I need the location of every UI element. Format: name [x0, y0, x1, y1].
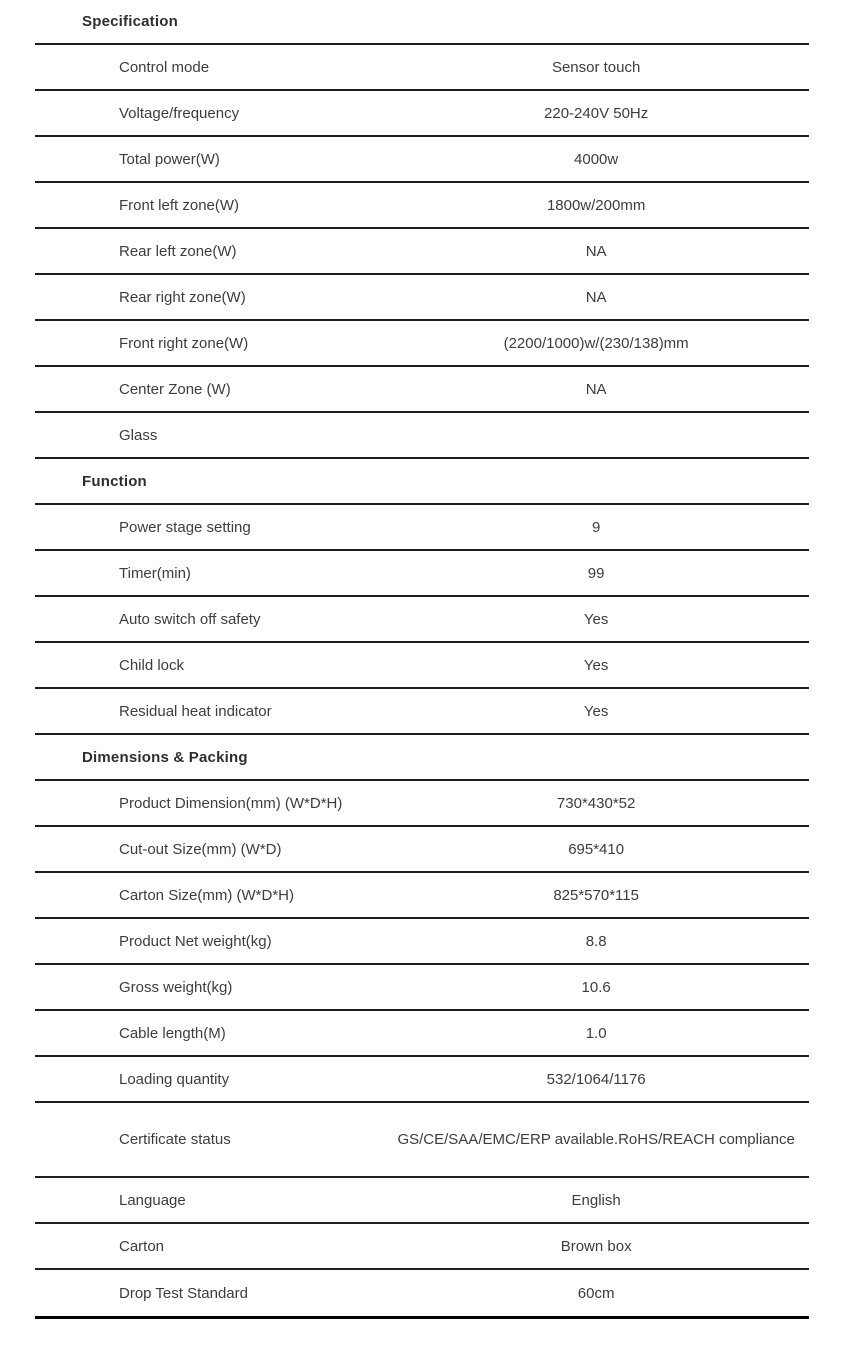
section-title: Specification — [82, 13, 178, 30]
row-value: Yes — [583, 656, 609, 674]
table-row — [35, 597, 809, 643]
row-label: Loading quantity — [119, 1070, 230, 1088]
row-value: 730*430*52 — [556, 794, 636, 812]
table-row — [35, 91, 809, 137]
row-value: Brown box — [560, 1237, 632, 1255]
row-label: Gross weight(kg) — [119, 978, 233, 996]
row-label: Center Zone (W) — [119, 380, 231, 398]
table-row — [35, 919, 809, 965]
row-value: 60cm — [577, 1284, 615, 1302]
row-value: Sensor touch — [551, 58, 641, 76]
row-value: 220-240V 50Hz — [544, 104, 649, 122]
table-row — [35, 413, 809, 459]
row-label: Cut-out Size(mm) (W*D) — [119, 840, 282, 858]
table-row-certificate-status — [35, 1103, 809, 1178]
row-value: NA — [585, 288, 607, 306]
row-label: Front left zone(W) — [119, 196, 240, 214]
table-row — [35, 137, 809, 183]
row-value: Yes — [583, 610, 609, 628]
row-label: Power stage setting — [119, 518, 251, 536]
row-label: Glass — [119, 426, 158, 444]
row-label: Product Net weight(kg) — [119, 932, 272, 950]
row-label: Carton Size(mm) (W*D*H) — [119, 886, 295, 904]
table-row — [35, 689, 809, 735]
row-label: Rear left zone(W) — [119, 242, 237, 260]
row-value: Yes — [583, 702, 609, 720]
row-value: NA — [585, 242, 607, 260]
table-row — [35, 827, 809, 873]
row-label: Control mode — [119, 58, 210, 76]
section-title: Function — [82, 472, 147, 490]
table-row — [35, 183, 809, 229]
row-label: Drop Test Standard — [119, 1284, 248, 1302]
table-row — [35, 321, 809, 367]
row-label: Voltage/frequency — [119, 104, 240, 122]
row-label: Language — [119, 1191, 186, 1209]
table-row — [35, 965, 809, 1011]
table-row — [35, 275, 809, 321]
specification-table — [35, 0, 809, 1319]
table-row — [35, 1178, 809, 1224]
row-value: 8.8 — [585, 932, 607, 950]
row-value: 10.6 — [581, 978, 611, 996]
row-label: Carton — [119, 1237, 165, 1255]
section-header-function — [35, 459, 809, 505]
table-row — [35, 781, 809, 827]
row-value: 695*410 — [568, 840, 625, 858]
row-label: Auto switch off safety — [119, 610, 261, 628]
row-value: English — [571, 1191, 621, 1209]
row-label: Front right zone(W) — [119, 334, 249, 352]
row-label: Product Dimension(mm) (W*D*H) — [119, 794, 343, 812]
row-value: GS/CE/SAA/EMC/ERP available.RoHS/REACH compliance — [397, 1131, 795, 1148]
row-value: (2200/1000)w/(230/138)mm — [503, 334, 689, 352]
row-label: Rear right zone(W) — [119, 288, 246, 306]
row-label: Timer(min) — [119, 564, 191, 582]
row-label: Certificate status — [119, 1131, 231, 1148]
table-row — [35, 873, 809, 919]
table-row — [35, 505, 809, 551]
row-value: 99 — [587, 564, 605, 582]
table-row — [35, 229, 809, 275]
table-row — [35, 45, 809, 91]
row-value: 1800w/200mm — [546, 196, 646, 214]
row-value: 825*570*115 — [553, 886, 639, 904]
row-label: Child lock — [119, 656, 185, 674]
row-value: 9 — [591, 518, 601, 536]
row-label: Total power(W) — [119, 150, 220, 168]
row-value: NA — [585, 380, 607, 398]
table-row — [35, 1224, 809, 1270]
table-row — [35, 367, 809, 413]
row-label: Cable length(M) — [119, 1024, 226, 1042]
table-row — [35, 551, 809, 597]
section-header-dimensions-packing — [35, 735, 809, 781]
section-header-specification — [35, 0, 809, 45]
section-title: Dimensions & Packing — [82, 748, 248, 766]
row-value: 4000w — [574, 150, 619, 168]
table-row — [35, 1270, 809, 1316]
row-value: 532/1064/1176 — [546, 1070, 646, 1088]
row-label: Residual heat indicator — [119, 702, 272, 720]
table-row — [35, 643, 809, 689]
table-row — [35, 1011, 809, 1057]
table-row — [35, 1057, 809, 1103]
row-value: 1.0 — [585, 1024, 607, 1042]
